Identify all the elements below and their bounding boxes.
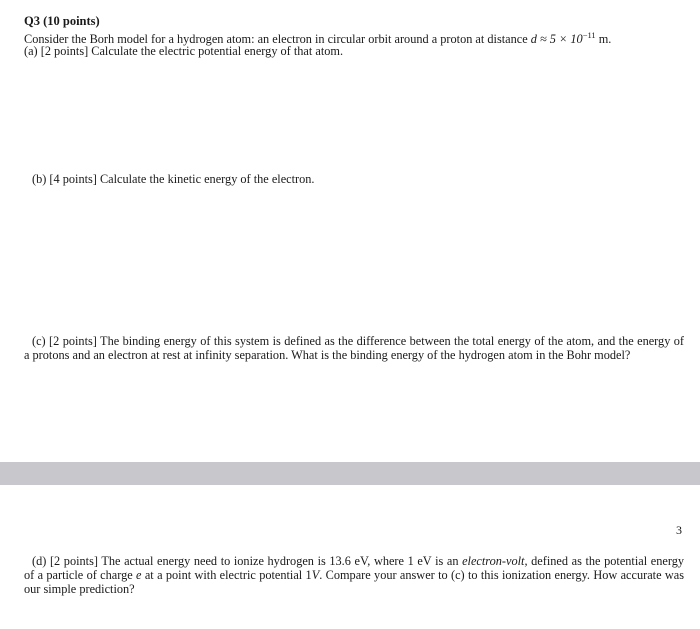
distance-unit: m. <box>595 32 612 46</box>
page-separator <box>0 462 700 485</box>
distance-formula: d ≈ 5 × 10 <box>530 32 583 46</box>
distance-exponent: −11 <box>582 30 596 40</box>
part-d-question: . Compare your answer to (c) to this ionization energy. How accurate was our simple prediction? <box>24 568 684 596</box>
volt-symbol: V <box>311 568 320 582</box>
part-b-text: (b) [4 points] Calculate the kinetic energy of the electron. <box>32 172 315 186</box>
question-heading: Q3 (10 points) <box>24 14 100 28</box>
part-a-text: (a) [2 points] Calculate the electric potential energy of that atom. <box>24 44 344 58</box>
intro-text: Consider the Borh model for a hydrogen atom: an electron in circular orbit around a proton at distance <box>24 32 531 46</box>
page-number: 3 <box>676 523 682 537</box>
part-c-text: (c) [2 points] The binding energy of this system is defined as the difference between the total energy of the atom, and the energy of a protons and an electron at rest at infinity separation. What is the binding energy of the hydrogen atom in the Bohr model? <box>24 334 684 362</box>
part-d-potential: at a point with electric potential 1 <box>141 568 312 582</box>
page-bottom <box>0 485 700 629</box>
part-d-definition: defined as the potential energy of a particle of charge <box>24 554 684 582</box>
charge-symbol: e <box>136 568 142 582</box>
part-d-text <box>24 554 684 596</box>
electron-volt-term: electron-volt, <box>462 554 528 568</box>
part-d-lead: (d) [2 points] The actual energy need to ionize hydrogen is 13.6 eV, where 1 eV is an <box>32 554 463 568</box>
